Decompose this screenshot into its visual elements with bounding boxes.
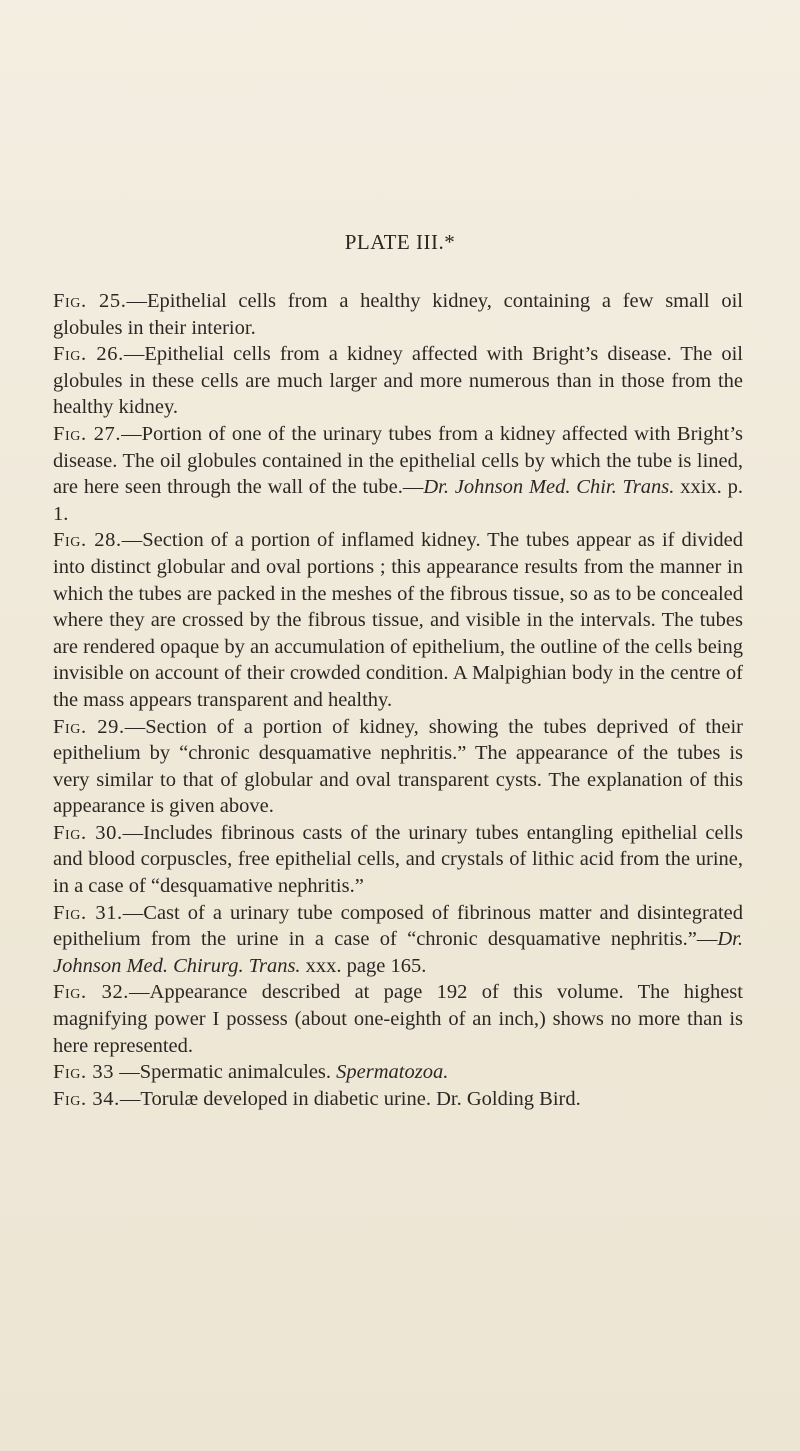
figure-label: Fig. 34. — [53, 1087, 120, 1110]
figure-text: —Appearance described at page 192 of this volume. The highest magnifying power I possess (about one-eighth of an inch,) shows no more than is here represented. — [53, 981, 743, 1057]
figure-entry-34 — [53, 1086, 743, 1113]
figure-entry-33 — [53, 1059, 743, 1086]
figure-entry-27 — [53, 421, 743, 527]
figure-entry-31 — [53, 900, 743, 980]
figure-citation-tail: xxix. p. 1. — [53, 476, 743, 525]
figure-text: —Cast of a urinary tube composed of fibrinous matter and disintegrated epithelium from the urine in a case of “chronic desquamative nephritis.”— — [53, 901, 743, 951]
figure-label: Fig. 25. — [53, 290, 127, 312]
figure-label: Fig. 27. — [53, 422, 122, 445]
figure-citation: Spermatozoa. — [336, 1061, 449, 1084]
figure-text: —Torulæ developed in diabetic urine. Dr. Golding Bird. — [119, 1087, 581, 1110]
figure-label: Fig. 29. — [53, 715, 125, 738]
figure-text: —Section of a portion of inflamed kidney. The tubes appear as if divided into distinct globular and oval portions ; this appearance results from the manner in which the tubes are packed in the meshes of the fibrous tissue, so as to be concealed where they are crossed by the fibrous tissue, and visible in the intervals. The tubes are rendered opaque by an accumulation of epithelium, the outline of the cells being invisible on account of their crowded condition. A Malpighian body in the centre of the mass appears transparent and healthy. — [53, 529, 743, 711]
figure-label: Fig. 26. — [53, 343, 124, 366]
figure-label: Fig. 32. — [53, 981, 130, 1004]
figure-label: Fig. 28. — [53, 529, 122, 552]
figure-label: Fig. 33 — [53, 1061, 115, 1084]
figure-entry-26 — [53, 341, 743, 421]
figure-entry-29 — [53, 714, 743, 820]
figure-citation-tail: xxx. page 165. — [300, 954, 427, 977]
plate-title: PLATE III.* — [344, 230, 456, 254]
figure-text: —Includes fibrinous casts of the urinary tubes entangling epithelial cells and blood corpuscles, free epithelial cells, and crystals of lithic acid from the urine, in a case of “desquamative nephritis.” — [53, 821, 743, 898]
figure-entry-25 — [53, 288, 743, 341]
figure-text: —Epithelial cells from a kidney affected with Bright’s disease. The oil globules in these cells are much larger and more numerous than in those from the healthy kidney. — [53, 343, 744, 419]
figure-descriptions — [53, 288, 743, 1112]
figure-label: Fig. 31. — [53, 901, 123, 924]
figure-label: Fig. 30. — [53, 821, 123, 844]
figure-text: —Portion of one of the urinary tubes from a kidney affected with Bright’s disease. The oil globules contained in the epithelial cells by which the tube is lined, are here seen through the wall of the tube.— — [53, 422, 743, 499]
figure-citation: Dr. Johnson Med. Chir. Trans. — [423, 476, 675, 499]
figure-citation: Dr. Johnson Med. Chirurg. Trans. — [53, 928, 743, 977]
figure-entry-28 — [53, 527, 743, 713]
figure-text: —Spermatic animalcules. — [114, 1061, 337, 1084]
figure-text: —Epithelial cells from a healthy kidney, containing a few small oil globules in their interior. — [53, 290, 743, 339]
figure-text: —Section of a portion of kidney, showing the tubes deprived of their epithelium by “chronic desquamative nephritis.” The appearance of the tubes is very similar to that of globular and oval transparent cysts. The explanation of this appearance is given above. — [53, 715, 743, 818]
figure-entry-32 — [53, 979, 743, 1059]
figure-entry-30 — [53, 820, 743, 900]
